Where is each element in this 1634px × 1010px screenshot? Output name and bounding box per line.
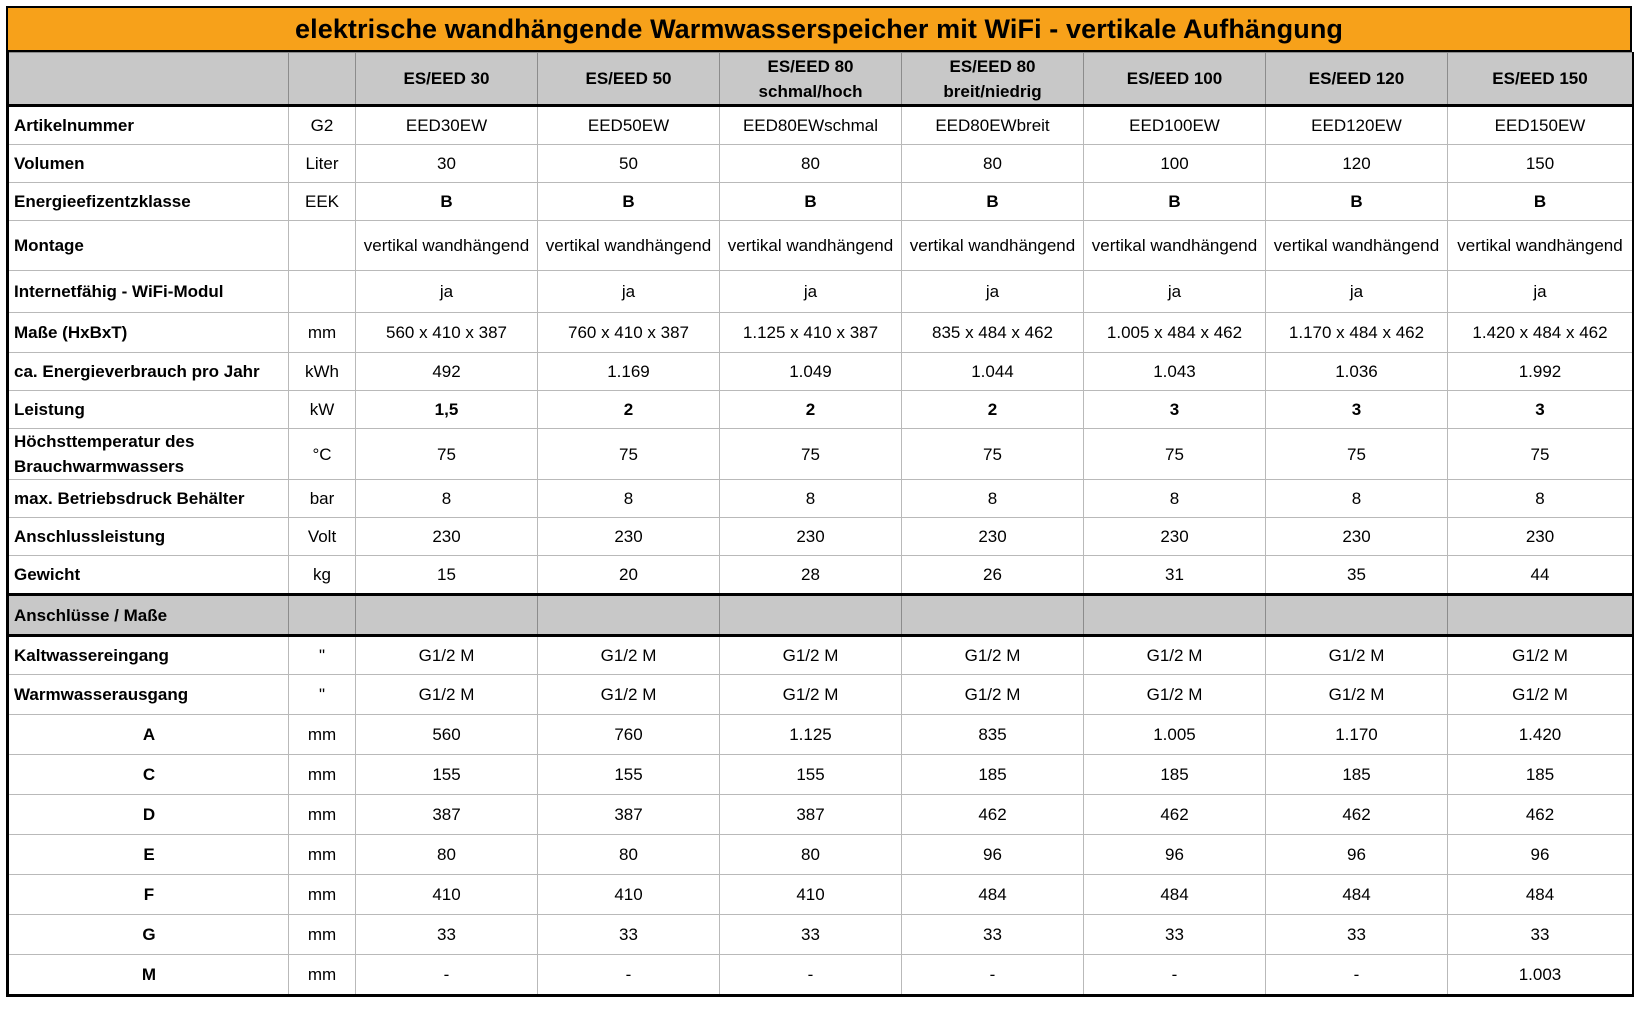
value-cell: 230 [356,518,538,556]
value-cell: 492 [356,353,538,391]
section-empty-cell [538,595,720,636]
value-cell: EED30EW [356,106,538,145]
value-cell: 155 [720,755,902,795]
value-cell: 44 [1448,556,1634,595]
value-cell: 1.125 [720,715,902,755]
row-label: Energieefizentzklasse [8,183,289,221]
sheet-title: elektrische wandhängende Warmwasserspeicher mit WiFi - vertikale Aufhängung [6,6,1632,52]
value-cell: 387 [720,795,902,835]
row-label: Kaltwassereingang [8,636,289,675]
value-cell: 185 [902,755,1084,795]
section-empty-cell [1448,595,1634,636]
value-cell: EED100EW [1084,106,1266,145]
value-cell: 1.005 [1084,715,1266,755]
value-cell: G1/2 M [720,636,902,675]
model-variant: breit/niedrig [943,81,1042,101]
value-cell: 1.169 [538,353,720,391]
row-unit: mm [289,915,356,955]
column-header-row [8,53,1634,106]
value-cell: 33 [902,915,1084,955]
value-cell: vertikal wandhängend [720,221,902,271]
value-cell: 8 [902,480,1084,518]
value-cell: 96 [1084,835,1266,875]
row-unit: G2 [289,106,356,145]
value-cell: 760 [538,715,720,755]
row-unit: EEK [289,183,356,221]
model-name: ES/EED 80 [767,56,854,76]
column-header [356,53,538,106]
row-label: Anschlussleistung [8,518,289,556]
value-cell: 835 [902,715,1084,755]
value-cell: G1/2 M [1448,675,1634,715]
value-cell: 410 [538,875,720,915]
spec-table [6,52,1634,997]
value-cell: 35 [1266,556,1448,595]
value-cell: vertikal wandhängend [902,221,1084,271]
value-cell: - [538,955,720,996]
value-cell: 33 [1448,915,1634,955]
value-cell: G1/2 M [902,636,1084,675]
table-row [8,518,1634,556]
row-unit: kg [289,556,356,595]
value-cell: ja [1266,271,1448,313]
column-header [538,53,720,106]
row-label: E [8,835,289,875]
value-cell: G1/2 M [1266,675,1448,715]
value-cell: ja [902,271,1084,313]
value-cell: 8 [356,480,538,518]
value-cell: ja [538,271,720,313]
value-cell: 33 [356,915,538,955]
table-row [8,313,1634,353]
value-cell: 2 [538,391,720,429]
value-cell: 75 [356,429,538,480]
value-cell: 1.005 x 484 x 462 [1084,313,1266,353]
table-row [8,875,1634,915]
value-cell: vertikal wandhängend [356,221,538,271]
value-cell: 1.170 x 484 x 462 [1266,313,1448,353]
column-header [902,53,1084,106]
row-label: D [8,795,289,835]
value-cell: 75 [902,429,1084,480]
value-cell: 1.036 [1266,353,1448,391]
model-name: ES/EED 30 [403,69,490,88]
model-name: ES/EED 50 [585,69,672,88]
row-unit: mm [289,955,356,996]
row-unit: Liter [289,145,356,183]
table-row [8,145,1634,183]
table-row [8,480,1634,518]
row-label: Montage [8,221,289,271]
value-cell: 75 [1266,429,1448,480]
section-empty-cell [720,595,902,636]
value-cell: G1/2 M [356,636,538,675]
value-cell: 387 [538,795,720,835]
value-cell: 8 [720,480,902,518]
row-label: G [8,915,289,955]
value-cell: G1/2 M [1084,636,1266,675]
value-cell: 150 [1448,145,1634,183]
value-cell: 387 [356,795,538,835]
value-cell: 560 [356,715,538,755]
value-cell: 560 x 410 x 387 [356,313,538,353]
row-unit: " [289,675,356,715]
section-title: Anschlüsse / Maße [8,595,289,636]
table-row [8,271,1634,313]
row-label: Maße (HxBxT) [8,313,289,353]
row-label: max. Betriebsdruck Behälter [8,480,289,518]
row-label: ca. Energieverbrauch pro Jahr [8,353,289,391]
value-cell: vertikal wandhängend [1084,221,1266,271]
value-cell: 8 [1266,480,1448,518]
value-cell: G1/2 M [902,675,1084,715]
row-label: A [8,715,289,755]
value-cell: ja [720,271,902,313]
value-cell: 462 [1084,795,1266,835]
value-cell: G1/2 M [538,675,720,715]
value-cell: 1.044 [902,353,1084,391]
model-name: ES/EED 80 [949,56,1036,76]
section-empty-cell [1084,595,1266,636]
table-row [8,715,1634,755]
value-cell: 185 [1448,755,1634,795]
value-cell: 1.170 [1266,715,1448,755]
value-cell: 1.420 [1448,715,1634,755]
value-cell: EED80EWbreit [902,106,1084,145]
spec-sheet [6,6,1632,997]
value-cell: 28 [720,556,902,595]
value-cell: vertikal wandhängend [1266,221,1448,271]
spec-table-body [8,53,1634,996]
value-cell: B [1448,183,1634,221]
table-row [8,183,1634,221]
value-cell: 26 [902,556,1084,595]
row-unit: bar [289,480,356,518]
value-cell: G1/2 M [1448,636,1634,675]
row-unit: Volt [289,518,356,556]
value-cell: ja [356,271,538,313]
value-cell: 462 [1266,795,1448,835]
value-cell: 8 [1084,480,1266,518]
model-name: ES/EED 150 [1492,69,1588,88]
value-cell: 96 [902,835,1084,875]
value-cell: 50 [538,145,720,183]
table-row [8,353,1634,391]
value-cell: 33 [720,915,902,955]
table-row [8,755,1634,795]
value-cell: 462 [902,795,1084,835]
table-row [8,795,1634,835]
model-name: ES/EED 120 [1308,69,1405,88]
value-cell: 410 [720,875,902,915]
value-cell: 3 [1266,391,1448,429]
value-cell: 80 [356,835,538,875]
value-cell: 1.125 x 410 x 387 [720,313,902,353]
row-label: F [8,875,289,915]
value-cell: 80 [538,835,720,875]
value-cell: 484 [902,875,1084,915]
row-unit: mm [289,755,356,795]
row-label: Warmwasserausgang [8,675,289,715]
value-cell: G1/2 M [356,675,538,715]
value-cell: 230 [720,518,902,556]
row-label: Gewicht [8,556,289,595]
value-cell: ja [1084,271,1266,313]
value-cell: 1,5 [356,391,538,429]
value-cell: 33 [538,915,720,955]
value-cell: B [1084,183,1266,221]
header-label-cell [8,53,289,106]
value-cell: B [720,183,902,221]
value-cell: 185 [1266,755,1448,795]
value-cell: 185 [1084,755,1266,795]
table-row [8,636,1634,675]
table-row [8,835,1634,875]
value-cell: EED80EWschmal [720,106,902,145]
value-cell: 8 [538,480,720,518]
value-cell: 2 [902,391,1084,429]
value-cell: 462 [1448,795,1634,835]
value-cell: 155 [356,755,538,795]
value-cell: 33 [1266,915,1448,955]
value-cell: G1/2 M [720,675,902,715]
column-header [1084,53,1266,106]
value-cell: 230 [538,518,720,556]
value-cell: 410 [356,875,538,915]
value-cell: EED150EW [1448,106,1634,145]
row-label: C [8,755,289,795]
value-cell: EED120EW [1266,106,1448,145]
value-cell: 120 [1266,145,1448,183]
value-cell: 75 [720,429,902,480]
value-cell: 230 [1448,518,1634,556]
value-cell: vertikal wandhängend [1448,221,1634,271]
value-cell: 15 [356,556,538,595]
value-cell: - [1084,955,1266,996]
value-cell: 484 [1266,875,1448,915]
value-cell: 835 x 484 x 462 [902,313,1084,353]
value-cell: G1/2 M [1084,675,1266,715]
value-cell: 80 [720,835,902,875]
value-cell: B [1266,183,1448,221]
row-unit: mm [289,875,356,915]
value-cell: 230 [1266,518,1448,556]
table-row [8,675,1634,715]
row-label: Artikelnummer [8,106,289,145]
table-row [8,221,1634,271]
value-cell: 1.049 [720,353,902,391]
value-cell: 760 x 410 x 387 [538,313,720,353]
value-cell: G1/2 M [1266,636,1448,675]
value-cell: vertikal wandhängend [538,221,720,271]
value-cell: 1.992 [1448,353,1634,391]
value-cell: B [538,183,720,221]
row-unit: mm [289,835,356,875]
row-unit: kW [289,391,356,429]
value-cell: 20 [538,556,720,595]
value-cell: 80 [720,145,902,183]
value-cell: 1.420 x 484 x 462 [1448,313,1634,353]
row-unit: mm [289,715,356,755]
column-header [1266,53,1448,106]
table-row [8,955,1634,996]
value-cell: 3 [1448,391,1634,429]
row-unit: " [289,636,356,675]
table-row [8,429,1634,480]
row-unit: °C [289,429,356,480]
value-cell: 75 [538,429,720,480]
value-cell: 80 [902,145,1084,183]
row-label: Höchsttemperatur des Brauchwarmwassers [8,429,289,480]
table-row [8,915,1634,955]
row-unit: mm [289,313,356,353]
table-row [8,391,1634,429]
value-cell: B [356,183,538,221]
value-cell: 2 [720,391,902,429]
row-unit: mm [289,795,356,835]
section-empty-cell [356,595,538,636]
section-empty-cell [289,595,356,636]
value-cell: 96 [1448,835,1634,875]
row-label: M [8,955,289,996]
header-unit-cell [289,53,356,106]
value-cell: 75 [1448,429,1634,480]
section-header-row [8,595,1634,636]
value-cell: 96 [1266,835,1448,875]
value-cell: 33 [1084,915,1266,955]
value-cell: - [902,955,1084,996]
value-cell: 100 [1084,145,1266,183]
value-cell: - [720,955,902,996]
value-cell: 3 [1084,391,1266,429]
value-cell: - [1266,955,1448,996]
section-empty-cell [1266,595,1448,636]
row-label: Volumen [8,145,289,183]
value-cell: G1/2 M [538,636,720,675]
row-unit [289,271,356,313]
section-empty-cell [902,595,1084,636]
table-row [8,556,1634,595]
value-cell: 155 [538,755,720,795]
value-cell: 75 [1084,429,1266,480]
row-unit: kWh [289,353,356,391]
model-variant: schmal/hoch [758,81,863,101]
value-cell: 230 [902,518,1084,556]
value-cell: - [356,955,538,996]
value-cell: EED50EW [538,106,720,145]
value-cell: ja [1448,271,1634,313]
value-cell: 8 [1448,480,1634,518]
row-label: Leistung [8,391,289,429]
column-header [720,53,902,106]
model-name: ES/EED 100 [1126,69,1223,88]
value-cell: 230 [1084,518,1266,556]
row-unit [289,221,356,271]
value-cell: 1.043 [1084,353,1266,391]
value-cell: 484 [1084,875,1266,915]
value-cell: B [902,183,1084,221]
table-row [8,106,1634,145]
value-cell: 484 [1448,875,1634,915]
value-cell: 1.003 [1448,955,1634,996]
value-cell: 31 [1084,556,1266,595]
value-cell: 30 [356,145,538,183]
row-label: Internetfähig - WiFi-Modul [8,271,289,313]
column-header [1448,53,1634,106]
